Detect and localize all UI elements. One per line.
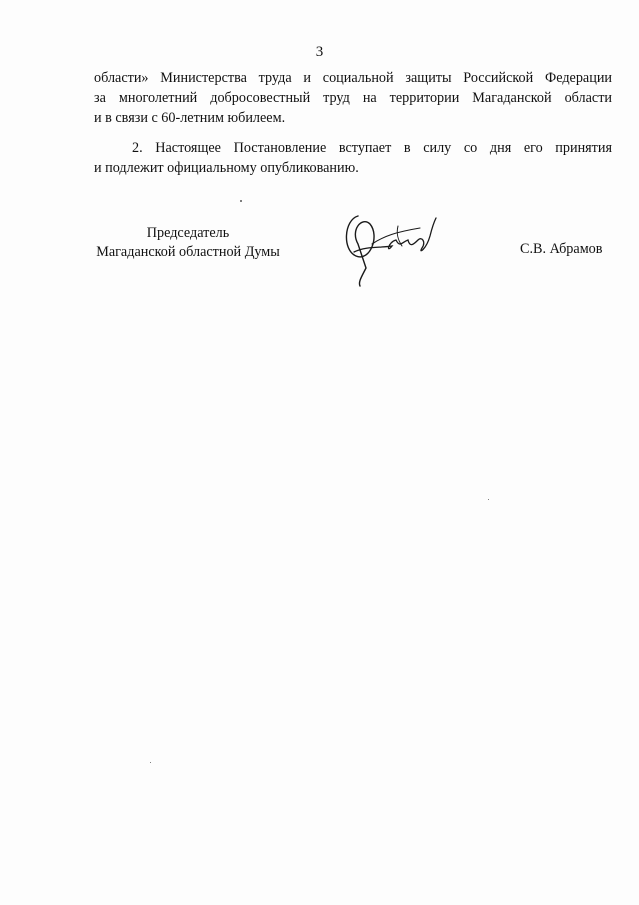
paragraph-line: и в связи с 60-летним юбилеем. bbox=[94, 110, 286, 126]
page-number: 3 bbox=[315, 44, 324, 60]
signatory-title-line: Магаданской областной Думы bbox=[96, 244, 280, 260]
paragraph-effective-date bbox=[94, 138, 612, 178]
scan-speck bbox=[488, 499, 489, 500]
handwritten-signature bbox=[336, 206, 446, 290]
paragraph-line: 2. Настоящее Постановление вступает в силу со дня его принятия bbox=[132, 140, 612, 156]
paragraph-line: и подлежит официальному опубликованию. bbox=[94, 160, 359, 176]
signatory-name: С.В. Абрамов bbox=[520, 241, 603, 257]
paragraph-award-text bbox=[94, 68, 612, 128]
signatory-title bbox=[88, 224, 288, 262]
scan-speck bbox=[240, 200, 242, 202]
scan-speck bbox=[150, 762, 151, 763]
paragraph-line: за многолетний добросовестный труд на территории Магаданской области bbox=[94, 90, 612, 106]
paragraph-line: области» Министерства труда и социальной защиты Российской Федерации bbox=[94, 70, 612, 86]
signatory-title-line: Председатель bbox=[146, 225, 230, 241]
